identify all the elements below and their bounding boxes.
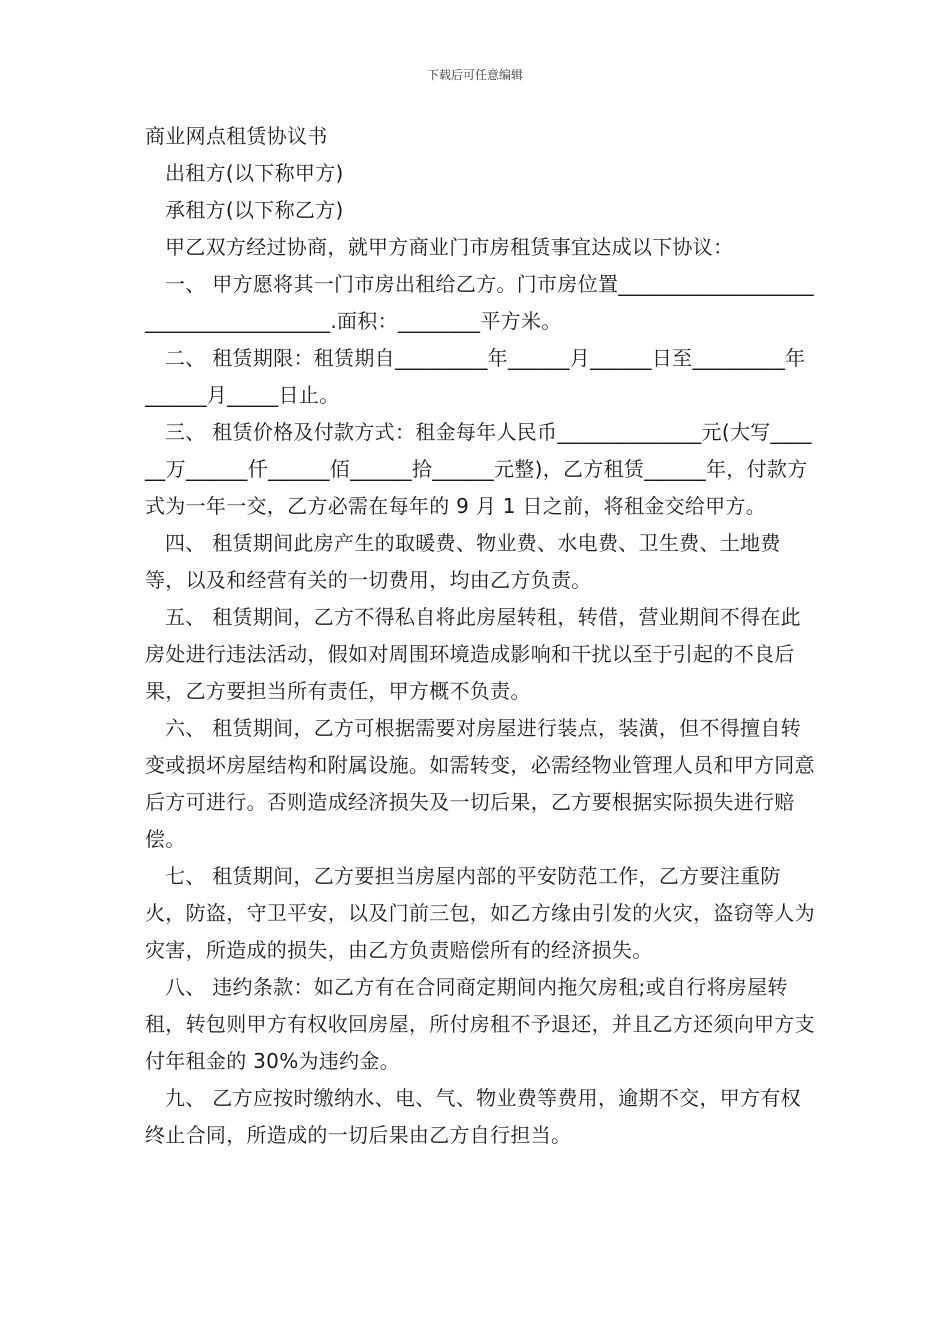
clause-8: 八、 违约条款：如乙方有在合同商定期间内拖欠房租;或自行将房屋转租，转包则甲方有权收回房屋，所付房租不予退还，并且乙方还须向甲方支付年租金的 30%为违约金。 xyxy=(145,975,815,1073)
clause-7: 七、 租赁期间，乙方要担当房屋内部的平安防范工作，乙方要注重防火，防盗，守卫平安，以及门前三包，如乙方缘由引发的火灾，盗窃等人为灾害，所造成的损失，由乙方负责赔偿所有的经济损失。 xyxy=(145,864,815,962)
intro-paragraph: 甲乙双方经过协商，就甲方商业门市房租赁事宜达成以下协议： xyxy=(165,235,734,259)
clause-9: 九、 乙方应按时缴纳水、电、气、物业费等费用，逾期不交，甲方有权终止合同，所造成的一切后果由乙方自行担当。 xyxy=(145,1086,801,1147)
document-body xyxy=(145,118,815,1154)
clause-4: 四、 租赁期间此房产生的取暖费、物业费、水电费、卫生费、土地费等，以及和经营有关的一切费用，均由乙方负责。 xyxy=(145,531,781,592)
lessor-line: 出租方(以下称甲方) xyxy=(165,161,344,185)
clause-3: 三、 租赁价格及付款方式：租金每年人民币______________元(大写______万______仟______佰______拾______元整)，乙方租赁______年，付款方式为一年一交，乙方必需在每年的 9 月 1 日之前，将租金交给甲方。 xyxy=(145,420,812,518)
lessee-line: 承租方(以下称乙方) xyxy=(165,198,344,222)
clause-1: 一、 甲方愿将其一门市房出租给乙方。门市房位置_____________________________________.面积：________平方米。 xyxy=(145,272,814,333)
document-title: 商业网点租赁协议书 xyxy=(145,124,328,148)
page-header-note: 下载后可任意编辑 xyxy=(426,68,523,82)
clause-5: 五、 租赁期间，乙方不得私自将此房屋转租，转借，营业期间不得在此房处进行违法活动，假如对周围环境造成影响和干扰以至于引起的不良后果，乙方要担当所有责任，甲方概不负责。 xyxy=(145,605,801,703)
clause-6: 六、 租赁期间，乙方可根据需要对房屋进行装点，装潢，但不得擅自转变或损坏房屋结构和附属设施。如需转变，必需经物业管理人员和甲方同意后方可进行。否则造成经济损失及一切后果，乙方要根据实际损失进行赔偿。 xyxy=(145,716,815,851)
clause-2: 二、 租赁期限：租赁期自_________年______月______日至_________年______月_____日止。 xyxy=(145,346,806,407)
